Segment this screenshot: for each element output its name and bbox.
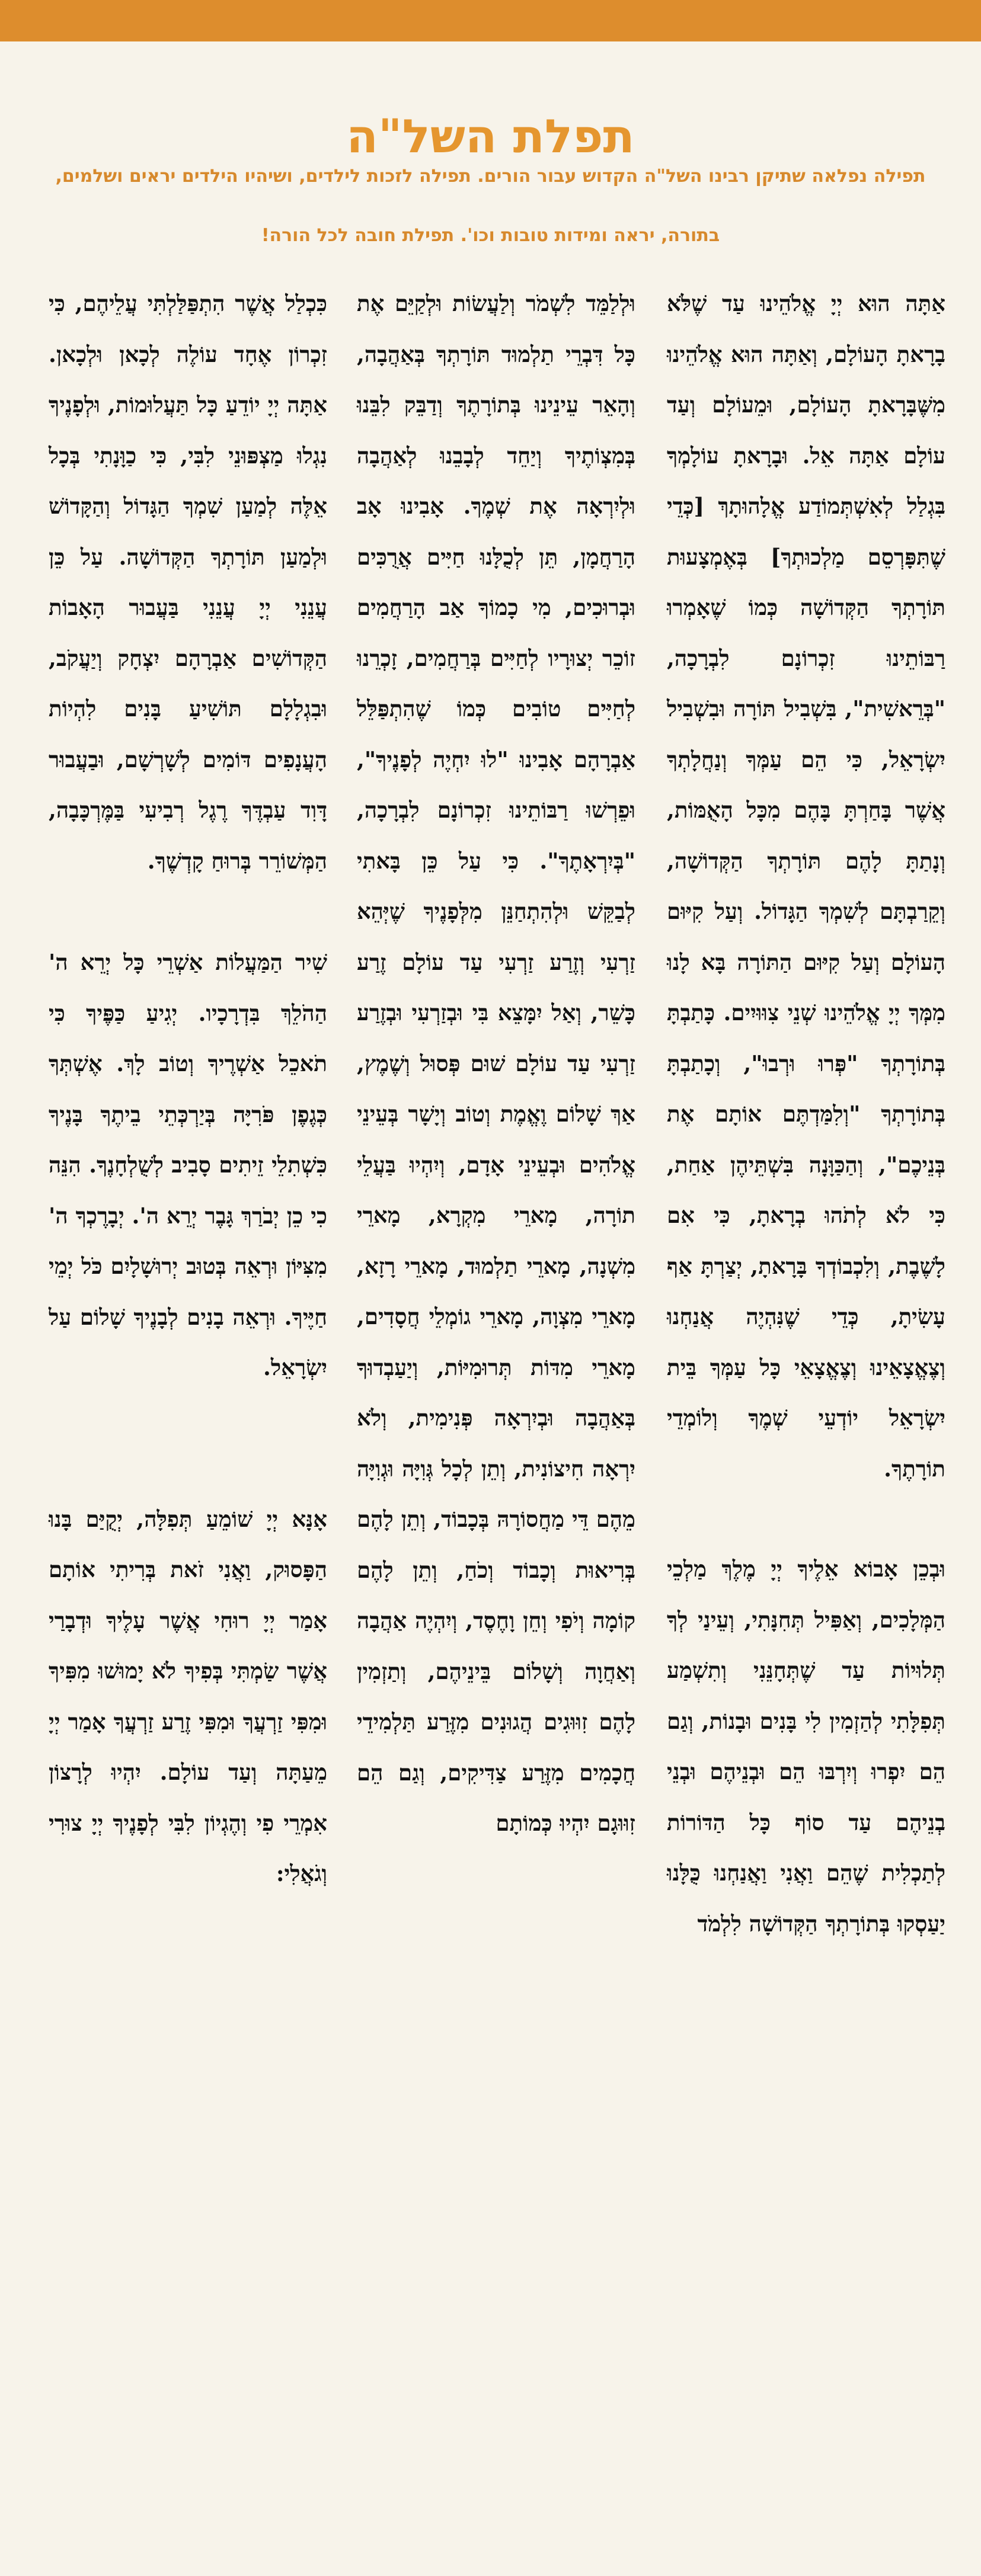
text-column-right: [667, 278, 945, 1949]
page-subtitle: תפילה נפלאה שתיקן רבינו השל"ה הקדוש עבור הורים. תפילה לזכות לילדים, ושיהיו הילדים יראים ושלמים, בתורה, יראה ומידות טובות וכו'. תפילת חובה לכל הורה!: [55, 166, 926, 246]
top-accent-bar: [0, 0, 981, 41]
page-title: תפלת השל"ה: [346, 110, 635, 164]
prayer-paragraph: וּבְכֵן אָבוֹא אֵלֶיךָ יְיָ מֶלֶךְ מַלְכֵי הַמְּלָכִים, וְאַפִּיל תְּחִנָּתִי, וְעֵינַי לְךָ תְּלוּיוֹת עַד שֶׁתְּחָנֵּנִי וְתִשְׁמַע תְּפִלָּתִי לְהַזְמִין לִי בָּנִים וּבָנוֹת, וְגַם הֵם יִפְרוּ וְיִרְבּוּ הֵם וּבְנֵיהֶם וּבְנֵי בְנֵיהֶם עַד סוֹף כָּל הַדּוֹרוֹת לְתַכְלִית שֶׁהֵם וַאֲנִי וַאֲנַחְנוּ כֻּלָּנוּ יַעַסְקוּ בְּתוֹרָתְךָ הַקְּדוֹשָׁה לִלְמֹד: [667, 1556, 945, 1937]
prayer-paragraph: אַתָּה הוּא יְיָ אֱלֹהֵינוּ עַד שֶׁלֹּא בָרָאתָ הָעוֹלָם, וְאַתָּה הוּא אֱלֹהֵינוּ מִשֶּׁבָּרָאתָ הָעוֹלָם, וּמֵעוֹלָם וְעַד עוֹלָם אַתָּה אֵל. וּבָרָאתָ עוֹלָמְךָ בִּגְלַל לְאִשְׁתְּמוֹדַע אֱלָהוּתָךְ [כְּדֵי שֶׁתִּפָּרְסֵם מַלְכוּתְךָ] בְּאֶמְצָעוּת תּוֹרָתְךָ הַקְּדוֹשָׁה כְּמוֹ שֶׁאָמְרוּ רַבּוֹתֵינוּ זִכְרוֹנָם לִבְרָכָה, "בְּרֵאשִׁית", בִּשְׁבִיל תּוֹרָה וּבִשְׁבִיל יִשְׂרָאֵל, כִּי הֵם עַמְּךָ וְנַחֲלָתְךָ אֲשֶׁר בָּחַרְתָּ בָּהֶם מִכָּל הָאֻמּוֹת, וְנָתַתָּ לָהֶם תּוֹרָתְךָ הַקְּדוֹשָׁה, וְקֵרַבְתָּם לְשִׁמְךָ הַגָּדוֹל. וְעַל קִיּוּם הָעוֹלָם וְעַל קִיּוּם הַתּוֹרָה בָּא לָנוּ מִמְּךָ יְיָ אֱלֹהֵינוּ שְׁנֵי צִוּוּיִים. כָּתַבְתָּ בְּתוֹרָתְךָ "פְּרוּ וּרְבוּ", וְכָתַבְתָּ בְּתוֹרָתְךָ "וְלִמַּדְתֶּם אוֹתָם אֶת בְּנֵיכֶם", וְהַכַּוָּנָה בִּשְׁתֵּיהֶן אַחַת, כִּי לֹא לְתֹהוּ בְרָאתָ, כִּי אִם לָשֶׁבֶת, וְלִכְבוֹדְךָ בָּרָאתָ, יְצַרְתָּ אַף עָשִׂיתָ, כְּדֵי שֶׁנִּהְיֶה אֲנַחְנוּ וְצֶאֱצָאֵינוּ וְצֶאֱצָאֵי כָּל עַמְּךָ בֵּית יִשְׂרָאֵל יוֹדְעֵי שְׁמֶךָ וְלוֹמְדֵי תוֹרָתֶךָ.: [667, 290, 945, 1482]
text-column-left: [49, 278, 327, 1899]
text-column-middle: [357, 278, 635, 1849]
prayer-paragraph: כִּכְלַל אֲשֶׁר הִתְפַּלַּלְתִּי עֲלֵיהֶם, כִּי זִכְרוֹן אֶחָד עוֹלֶה לְכָאן וּלְכָאן. אַתָּה יְיָ יוֹדֵעַ כָּל תַּעֲלוּמוֹת, וּלְפָנֶיךָ נִגְלוּ מַצְפּוּנֵי לִבִּי, כִּי כַוָּנָתִי בְּכָל אֵלֶּה לְמַעַן שִׁמְךָ הַגָּדוֹל וְהַקָּדוֹשׁ וּלְמַעַן תּוֹרָתְךָ הַקְּדוֹשָׁה. עַל כֵּן עֲנֵנִי יְיָ עֲנֵנִי בַּעֲבוּר הָאָבוֹת הַקְּדוֹשִׁים אַבְרָהָם יִצְחָק וְיַעֲקֹב, וּבִגְלָלָם תּוֹשִׁיעַ בָּנִים לִהְיוֹת הָעֲנָפִים דּוֹמִים לְשָׁרְשָׁם, וּבַעֲבוּר דָּוִד עַבְדֶּךָ רֶגֶל רְבִיעִי בַּמֶּרְכָּבָה, הַמְּשׁוֹרֵר בְּרוּחַ קָדְשֶׁךָ.: [49, 290, 327, 874]
psalm-paragraph: שִׁיר הַמַּעֲלוֹת אַשְׁרֵי כָּל יְרֵא ה' הַהֹלֵךְ בִּדְרָכָיו. יְגִיעַ כַּפֶּיךָ כִּי תֹאכֵל אַשְׁרֶיךָ וְטוֹב לָךְ. אֶשְׁתְּךָ כְּגֶפֶן פֹּרִיָּה בְּיַרְכְּתֵי בֵיתֶךָ בָּנֶיךָ כִּשְׁתִלֵי זֵיתִים סָבִיב לְשֻׁלְחָנֶךָ. הִנֵּה כִי כֵן יְבֹרַךְ גָּבֶר יְרֵא ה'. יְבָרֶכְךָ ה' מִצִּיּוֹן וּרְאֵה בְּטוּב יְרוּשָׁלָיִם כֹּל יְמֵי חַיֶּיךָ. וּרְאֵה בָנִים לְבָנֶיךָ שָׁלוֹם עַל יִשְׂרָאֵל.: [49, 949, 327, 1380]
closing-paragraph: אָנָּא יְיָ שׁוֹמֵעַ תְּפִלָּה, יְקֻיַּם בָּנוּ הַפָּסוּק, וַאֲנִי זֹאת בְּרִיתִי אוֹתָם אָמַר יְיָ רוּחִי אֲשֶׁר עָלֶיךָ וּדְבָרַי אֲשֶׁר שַׂמְתִּי בְּפִיךָ לֹא יָמוּשׁוּ מִפִּיךָ וּמִפִּי זַרְעֲךָ וּמִפִּי זֶרַע זַרְעֲךָ אָמַר יְיָ מֵעַתָּה וְעַד עוֹלָם. יִהְיוּ לְרָצוֹן אִמְרֵי פִי וְהֶגְיוֹן לִבִּי לְפָנֶיךָ יְיָ צוּרִי וְגֹאֲלִי:: [49, 1505, 327, 1886]
prayer-paragraph: וּלְלַמֵּד לִשְׁמֹר וְלַעֲשׂוֹת וּלְקַיֵּם אֶת כָּל דִּבְרֵי תַלְמוּד תּוֹרָתְךָ בְּאַהֲבָה, וְהָאֵר עֵינֵינוּ בְּתוֹרָתֶךָ וְדַבֵּק לִבֵּנוּ בְּמִצְוֹתֶיךָ וְיַחֵד לְבָבֵנוּ לְאַהֲבָה וּלְיִרְאָה אֶת שְׁמֶךָ. אָבִינוּ אָב הָרַחֲמָן, תֵּן לְכֻלָּנוּ חַיִּים אֲרֻכִּים וּבְרוּכִים, מִי כָמוֹךָ אַב הָרַחֲמִים זוֹכֵר יְצוּרָיו לְחַיִּים בְּרַחֲמִים, זָכְרֵנוּ לְחַיִּים טוֹבִים כְּמוֹ שֶׁהִתְפַּלֵּל אַבְרָהָם אָבִינוּ "לוּ יִחְיֶה לְפָנֶיךָ", וּפֵרְשׁוּ רַבּוֹתֵינוּ זִכְרוֹנָם לִבְרָכָה, "בְּיִרְאָתֶךָ". כִּי עַל כֵּן בָּאתִי לְבַקֵּשׁ וּלְהִתְחַנֵּן מִלְּפָנֶיךָ שֶׁיְּהֵא זַרְעִי וְזֶרַע זַרְעִי עַד עוֹלָם זֶרַע כָּשֵׁר, וְאַל יִמָּצֵא בִּי וּבְזַרְעִי וּבְזֶרַע זַרְעִי עַד עוֹלָם שׁוּם פְּסוּל וְשֶׁמֶץ, אַךְ שָׁלוֹם וֶאֱמֶת וְטוֹב וְיָשָׁר בְּעֵינֵי אֱלֹהִים וּבְעֵינֵי אָדָם, וְיִהְיוּ בַּעֲלֵי תוֹרָה, מָארֵי מִקְרָא, מָארֵי מִשְׁנָה, מָארֵי תַלְמוּד, מָארֵי רָזָא, מָארֵי מִצְוָה, מָארֵי גוֹמְלֵי חֲסָדִים, מָארֵי מִדּוֹת תְּרוּמִיּוֹת, וְיַעַבְדוּךָ בְּאַהֲבָה וּבְיִרְאָה פְּנִימִית, וְלֹא יִרְאָה חִיצוֹנִית, וְתֵן לְכָל גְּוִיָּה וּגְוִיָּה מֵהֶם דֵּי מַחֲסוֹרָהּ בְּכָבוֹד, וְתֵן לָהֶם בְּרִיאוּת וְכָבוֹד וְכֹחַ, וְתֵן לָהֶם קוֹמָה וְיֹפִי וְחֵן וָחֶסֶד, וְיִהְיֶה אַהֲבָה וְאַחֲוָה וְשָׁלוֹם בֵּינֵיהֶם, וְתַזְמִין לָהֶם זִוּוּגִים הֲגוּנִים מִזֶּרַע תַּלְמִידֵי חֲכָמִים מִזֶּרַע צַדִּיקִים, וְגַם הֵם זִוּוּגָם יִהְיוּ כְּמוֹתָם: [357, 290, 635, 1836]
